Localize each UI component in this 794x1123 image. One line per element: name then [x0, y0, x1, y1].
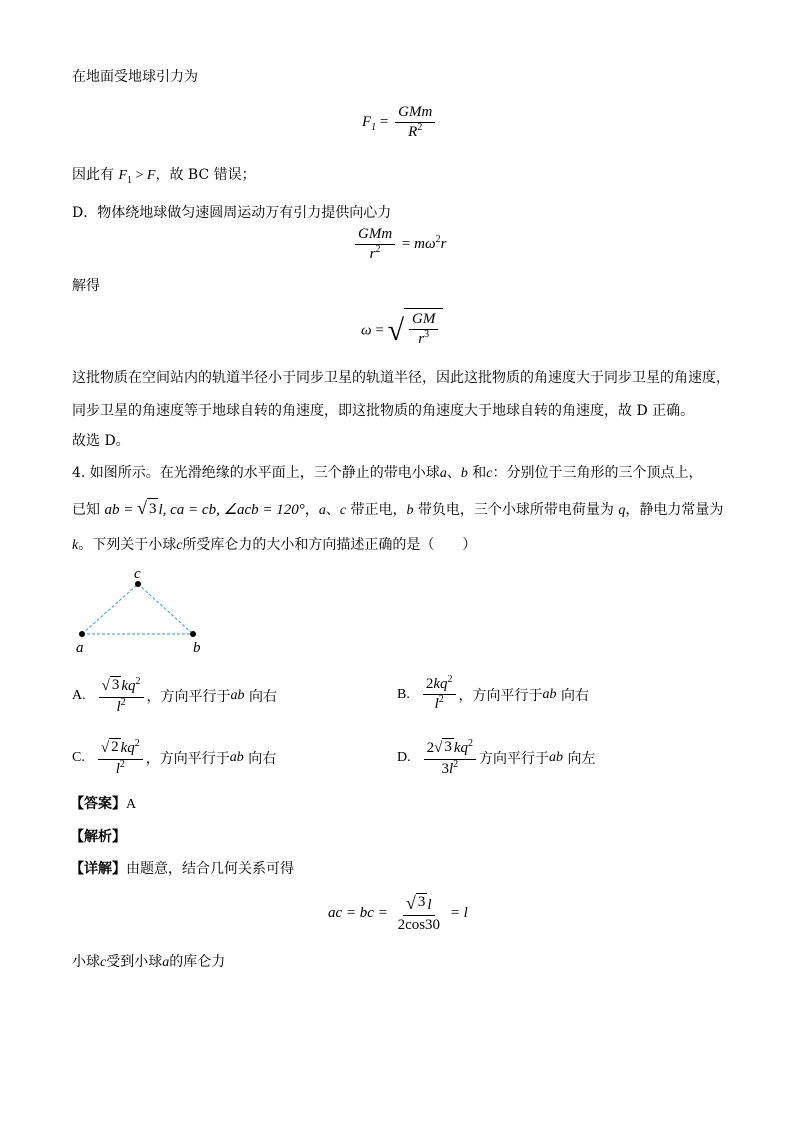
side-cb [138, 584, 193, 634]
text-line-conclusion-bc: 因此有 $F_1 > F$，故 BC 错误； [72, 167, 256, 186]
equation-f1: $F_1$ = $\frac{\text{GMm}}{R^2}$ [362, 104, 438, 141]
text-line-solve: 解得 [72, 278, 100, 294]
equation-ac-bc: ac = bc = √ 3 l 2cos30 = l [328, 893, 468, 933]
option-d[interactable]: D. 2 √ 3 $kq^2$ $3l^2$ 方向平行于 ab 向左 [397, 738, 596, 777]
text-line-force-from-a: 小球c受到小球a的库仑力 [72, 954, 226, 970]
detail-line: 【详解】由题意，结合几何关系可得 [70, 861, 294, 877]
equation-omega: ω = √ $\frac{GM}{r^3}$ [361, 308, 443, 354]
option-a[interactable]: A. √ 3 $kq^2$ $l^2$ ，方向平行于 ab 向右 [72, 676, 277, 715]
question-4-line-2: 已知 ab = √ 3 l, ca = cb, ∠acb = 120°，a、c 带正电，b 带负电，三个小球所带电荷量为 q，静电力常量为 [72, 498, 724, 518]
text-line-paragraph-1: 这批物质在空间站内的轨道半径小于同步卫星的轨道半径，因此这批物质的角速度大于同步卫星的角速度， [72, 370, 730, 386]
option-c[interactable]: C. √ 2 $kq^2$ $l^2$ ，方向平行于 ab 向右 [72, 738, 277, 777]
analysis-heading: 【解析】 [70, 829, 126, 845]
equation-centripetal: $\frac{\text{GMm}}{r^2}$ = $m\omega^2r$ [352, 226, 446, 263]
text-line-paragraph-2: 同步卫星的角速度等于地球自转的角速度，即这批物质的角速度大于地球自转的角速度，故 D 正确。 [72, 403, 695, 419]
text-line-option-d-analysis: D．物体绕地球做匀速圆周运动万有引力提供向心力 [72, 205, 392, 221]
text-line-gravity-on-ground: 在地面受地球引力为 [72, 69, 198, 85]
question-4-line-1: 4. 如图所示。在光滑绝缘的水平面上，三个静止的带电小球a、b 和c：分别位于三角形的三个顶点上， [72, 465, 703, 481]
label-b: b [193, 640, 201, 656]
triangle-figure [70, 562, 210, 658]
answer-line: 【答案】A [70, 796, 137, 812]
label-c: c [134, 566, 141, 582]
question-4-line-3: k。下列关于小球c所受库仑力的大小和方向描述正确的是（ ） [72, 537, 477, 553]
ball-a [79, 631, 85, 637]
ball-b [190, 631, 196, 637]
option-b[interactable]: B. $\frac{2kq^2}{l^2}$ ，方向平行于 ab 向右 [397, 674, 589, 712]
label-a: a [76, 640, 84, 656]
text-line-choose-d: 故选 D。 [72, 433, 130, 449]
side-ac [82, 584, 138, 634]
